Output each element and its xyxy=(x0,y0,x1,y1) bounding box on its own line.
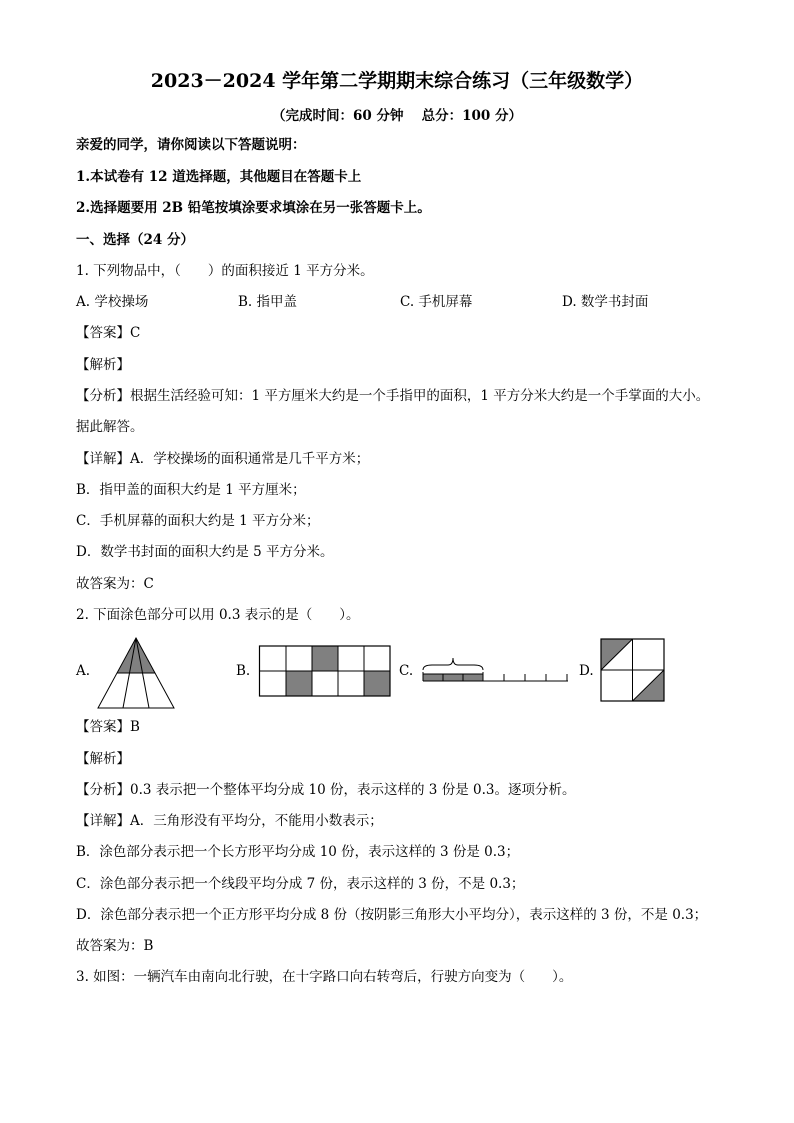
q2-detail-d: D．涂色部分表示把一个正方形平均分成 8 份（按阴影三角形大小平均分），表示这样的 3 份，不是 0.3； xyxy=(76,907,708,923)
q2-label-d: D. xyxy=(579,663,594,679)
q1-detail-a: 【详解】A．学校操场的面积通常是几千平方米； xyxy=(76,451,370,467)
q2-detail-b: B．涂色部分表示把一个长方形平均分成 10 份，表示这样的 3 份是 0.3； xyxy=(76,844,520,860)
square-figure xyxy=(599,637,667,703)
q2-stem: 2. 下面涂色部分可以用 0.3 表示的是（ ）。 xyxy=(76,607,360,623)
q2-analysis-head: 【解析】 xyxy=(76,751,130,767)
q1-analysis-cont: 据此解答。 xyxy=(76,419,144,435)
q1-detail-d: D．数学书封面的面积大约是 5 平方分米。 xyxy=(76,544,334,560)
q1-analysis: 【分析】根据生活经验可知：1 平方厘米大约是一个手指甲的面积，1 平方分米大约是一个手掌面的大小。 xyxy=(76,388,710,404)
q1-detail-b: B．指甲盖的面积大约是 1 平方厘米； xyxy=(76,482,306,498)
q1-option-a: A. 学校操场 xyxy=(76,294,149,310)
q1-option-d: D. 数学书封面 xyxy=(562,294,649,310)
rectangle-grid-figure xyxy=(258,645,392,697)
exam-title: 2023－2024 学年第二学期期末综合练习（三年级数学） xyxy=(150,70,644,92)
q1-option-b: B. 指甲盖 xyxy=(238,294,298,310)
q1-option-c: C. 手机屏幕 xyxy=(400,294,473,310)
q2-label-a: A. xyxy=(76,663,91,679)
q2-label-c: C. xyxy=(399,663,414,679)
q1-detail-c: C．手机屏幕的面积大约是 1 平方分米； xyxy=(76,513,320,529)
q2-detail-a: 【详解】A．三角形没有平均分，不能用小数表示； xyxy=(76,813,383,829)
intro-line-1: 亲爱的同学，请你阅读以下答题说明： xyxy=(76,137,306,153)
q1-answer: 【答案】C xyxy=(76,325,141,341)
q2-final: 故答案为：B xyxy=(76,938,154,954)
q2-answer: 【答案】B xyxy=(76,719,140,735)
section-heading: 一、选择（24 分） xyxy=(76,232,194,248)
q1-analysis-head: 【解析】 xyxy=(76,357,130,373)
q1-final: 故答案为：C xyxy=(76,576,154,592)
q3-stem: 3. 如图：一辆汽车由南向北行驶，在十字路口向右转弯后，行驶方向变为（ ）。 xyxy=(76,969,573,985)
q2-analysis: 【分析】0.3 表示把一个整体平均分成 10 份，表示这样的 3 份是 0.3。逐项分析。 xyxy=(76,782,576,798)
intro-line-2: 1.本试卷有 12 道选择题，其他题目在答题卡上 xyxy=(76,169,362,185)
q1-stem: 1. 下列物品中，（ ）的面积接近 1 平方分米。 xyxy=(76,263,374,279)
intro-line-3: 2.选择题要用 2B 铅笔按填涂要求填涂在另一张答题卡上。 xyxy=(76,200,431,216)
q2-label-b: B. xyxy=(236,663,251,679)
exam-subtitle: （完成时间：60 分钟 总分：100 分） xyxy=(271,108,523,124)
triangle-figure xyxy=(95,636,177,710)
segment-figure xyxy=(420,654,570,688)
q2-detail-c: C．涂色部分表示把一个线段平均分成 7 份，表示这样的 3 份，不是 0.3； xyxy=(76,876,525,892)
